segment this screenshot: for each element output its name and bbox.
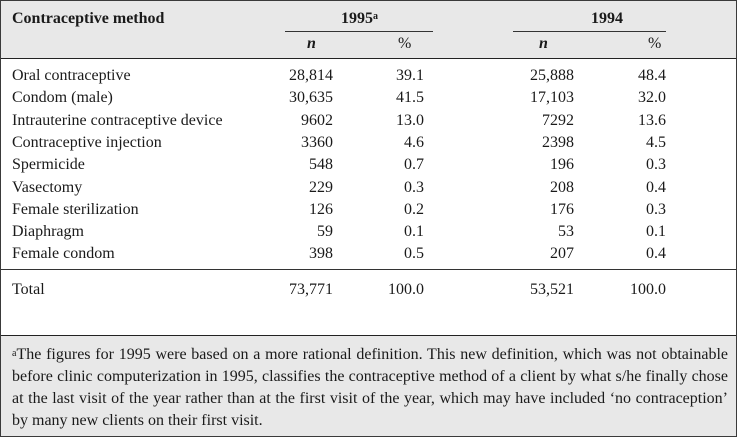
total-rule — [1, 269, 736, 270]
n-1995-cell: 229 — [309, 178, 333, 196]
year-1995-label: 1995 — [341, 10, 373, 27]
pct-header-1995: % — [398, 35, 412, 52]
pct-1995-cell: 41.5 — [396, 89, 424, 107]
pct-1995-cell: 13.0 — [396, 111, 424, 129]
n-1995-cell: 30,635 — [289, 89, 333, 107]
n-1994-cell: 208 — [550, 178, 574, 196]
method-cell: Oral contraceptive — [12, 67, 131, 84]
rule-1994 — [513, 31, 666, 32]
pct-1994-cell: 13.6 — [638, 111, 666, 129]
pct-1994-cell: 0.4 — [646, 178, 666, 196]
n-1994-cell: 7292 — [542, 111, 574, 129]
method-cell: Female sterilization — [12, 200, 139, 218]
total-label: Total — [12, 281, 45, 298]
n-1995-cell: 3360 — [301, 133, 333, 151]
total-n-1994: 53,521 — [530, 281, 574, 298]
pct-1994-cell: 0.3 — [646, 200, 666, 218]
pct-header-1994: % — [648, 35, 662, 52]
footnote-marker: a — [12, 348, 17, 359]
n-1994-cell: 196 — [550, 156, 574, 174]
method-cell: Spermicide — [12, 156, 85, 174]
n-1995-cell: 126 — [309, 200, 333, 218]
pct-1994-cell: 4.5 — [646, 133, 666, 151]
pct-1995-cell: 0.2 — [404, 200, 424, 218]
pct-1995-cell: 0.1 — [404, 223, 424, 241]
total-pct-1995: 100.0 — [388, 281, 424, 298]
n-header-1995: n — [307, 35, 316, 52]
pct-1994-cell: 32.0 — [638, 89, 666, 107]
method-cell: Condom (male) — [12, 89, 113, 107]
year-1994-header: 1994 — [591, 10, 623, 27]
pct-1995-cell: 0.7 — [404, 156, 424, 174]
n-1995-cell: 59 — [317, 223, 333, 241]
footnote — [12, 344, 728, 432]
method-cell: Intrauterine contraceptive device — [12, 111, 223, 129]
pct-1994-cell: 0.1 — [646, 223, 666, 241]
pct-1994-cell: 0.3 — [646, 156, 666, 174]
n-1994-cell: 17,103 — [530, 89, 574, 107]
pct-1994-cell: 48.4 — [638, 67, 666, 84]
n-1994-cell: 176 — [550, 200, 574, 218]
method-cell: Contraceptive injection — [12, 133, 162, 151]
n-1994-cell: 207 — [550, 245, 574, 263]
method-column-header: Contraceptive method — [12, 10, 165, 27]
total-pct-1994: 100.0 — [630, 281, 666, 298]
n-1994-cell: 53 — [558, 223, 574, 241]
pct-1994-cell: 0.4 — [646, 245, 666, 263]
n-1995-cell: 9602 — [301, 111, 333, 129]
n-1995-cell: 28,814 — [289, 67, 333, 84]
pct-1995-cell: 39.1 — [396, 67, 424, 84]
pct-1995-cell: 0.5 — [404, 245, 424, 263]
n-1994-cell: 25,888 — [530, 67, 574, 84]
footnote-marker-a: a — [373, 11, 378, 22]
footnote-text: The figures for 1995 were based on a more rational definition. This new definition, which was not obtainable before clinic computerization in 1995, classifies the contraceptive method of a client by what s/he finally chose at the last visit of the year rather than at the first visit of the year, which may have included ‘no contraception’ by many new clients on their first visit. — [12, 346, 728, 429]
rule-1995 — [285, 31, 433, 32]
method-cell: Vasectomy — [12, 178, 83, 196]
method-cell: Female condom — [12, 245, 115, 263]
pct-1995-cell: 0.3 — [404, 178, 424, 196]
year-1995-header — [341, 9, 378, 29]
n-1995-cell: 398 — [309, 245, 333, 263]
pct-1995-cell: 4.6 — [404, 133, 424, 151]
n-header-1994: n — [539, 35, 548, 52]
n-1995-cell: 548 — [309, 156, 333, 174]
total-n-1995: 73,771 — [289, 281, 333, 298]
n-1994-cell: 2398 — [542, 133, 574, 151]
method-cell: Diaphragm — [12, 223, 84, 241]
